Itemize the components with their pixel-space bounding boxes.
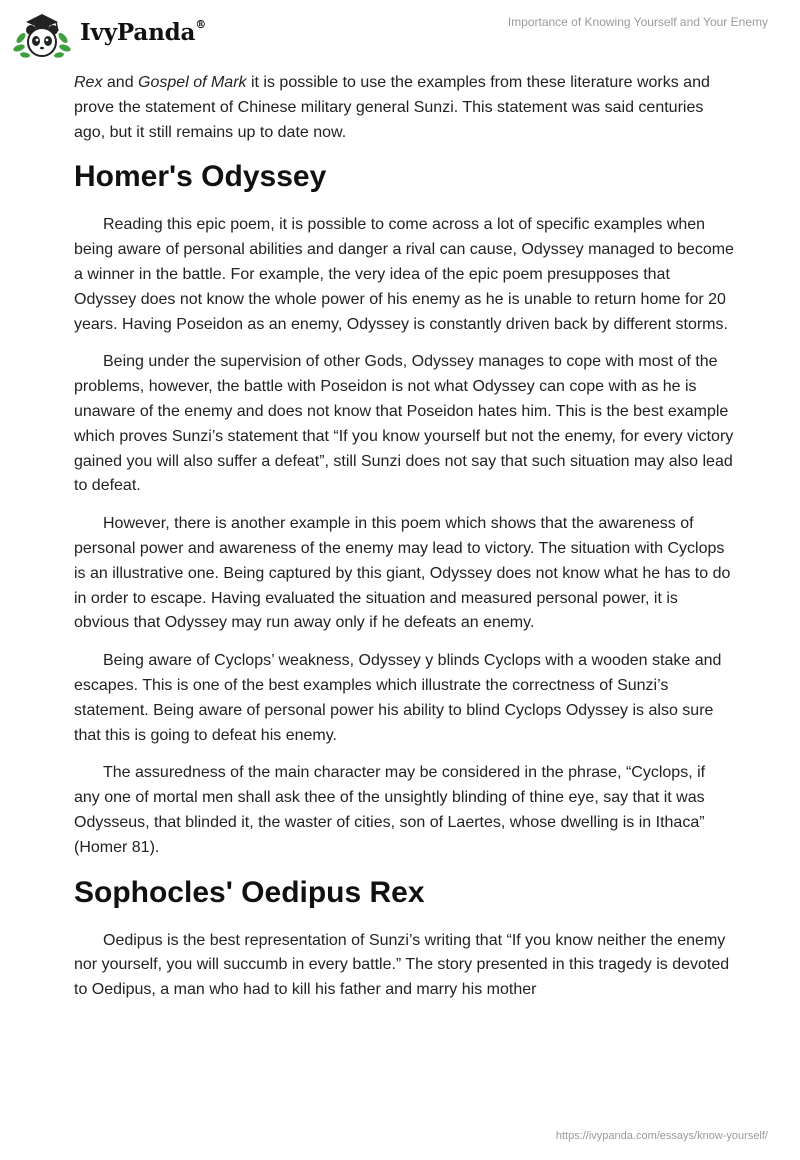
brand-name[interactable]	[80, 19, 206, 46]
intro-paragraph	[74, 71, 734, 145]
brand-text: IvyPanda	[80, 19, 196, 46]
paragraph: Being under the supervision of other Gods, Odyssey manages to cope with most of the problems, however, the battle with Poseidon is not what Odyssey can cope with as he is unaware of the enemy and does not know that Poseidon hates him. This is the best example which proves Sunzi’s statement that “If you know yourself but not the enemy, for every victory gained you will also suffer a defeat”, still Sunzi does not say that such situation may also lead to defeat.	[74, 353, 734, 495]
section-heading-oedipus: Sophocles' Oedipus Rex	[74, 875, 425, 909]
intro-and: and	[102, 74, 139, 91]
page-header	[0, 0, 800, 70]
ivypanda-logo-icon[interactable]	[12, 8, 72, 60]
source-url[interactable]: https://ivypanda.com/essays/know-yourself/	[555, 1130, 768, 1142]
paragraph: Being aware of Cyclops’ weakness, Odyssey y blinds Cyclops with a wooden stake and escapes. This is one of the best examples which illustrate the correctness of Sunzi’s statement. Being aware of personal power his ability to blind Cyclops Odyssey is also sure that this is going to defeat his enemy.	[74, 652, 722, 744]
paragraph: Oedipus is the best representation of Sunzi’s writing that “If you know neither the enemy nor yourself, you will succumb in every battle.” The story presented in this tragedy is devoted to Oedipus, a man who had to kill his father and marry his mother	[74, 931, 730, 999]
work-title-rex: Rex	[74, 74, 103, 91]
paragraph: However, there is another example in this poem which shows that the awareness of personal power and awareness of the enemy may lead to victory. The situation with Cyclops is an illustrative one. Being captured by this giant, Odyssey does not know what he has to do in order to escape. Having evaluated the situation and measured personal power, it is obvious that Odyssey may run away only if he defeats an enemy.	[74, 515, 731, 632]
paragraph: The assuredness of the main character may be considered in the phrase, “Cyclops, if any one of mortal men shall ask thee of the unsightly blinding of thine eye, say that it was Odysseus, that blinded it, the waster of cities, son of Laertes, whose dwelling is in Ithaca” (Homer 81).	[74, 764, 706, 856]
registered-mark: ®	[195, 18, 206, 32]
intro-text: it is possible to use the examples from these literature works and prove the statement of Chinese military general Sunzi. This statement was said centuries ago, but it still remains up to date now.	[74, 74, 710, 141]
document-title: Importance of Knowing Yourself and Your Enemy	[507, 15, 768, 29]
essay-content	[74, 71, 734, 1016]
section-heading-odyssey: Homer's Odyssey	[74, 160, 327, 194]
paragraph: Reading this epic poem, it is possible to come across a lot of specific examples when being aware of personal abilities and danger a rival can cause, Odyssey managed to become a winner in the battle. For example, the very idea of the epic poem presupposes that Odyssey does not know the whole power of his enemy as he is unable to return home for 20 years. Having Poseidon as an enemy, Odyssey is constantly driven back by different storms.	[74, 216, 734, 333]
work-title-gospel: Gospel of Mark	[138, 74, 247, 91]
